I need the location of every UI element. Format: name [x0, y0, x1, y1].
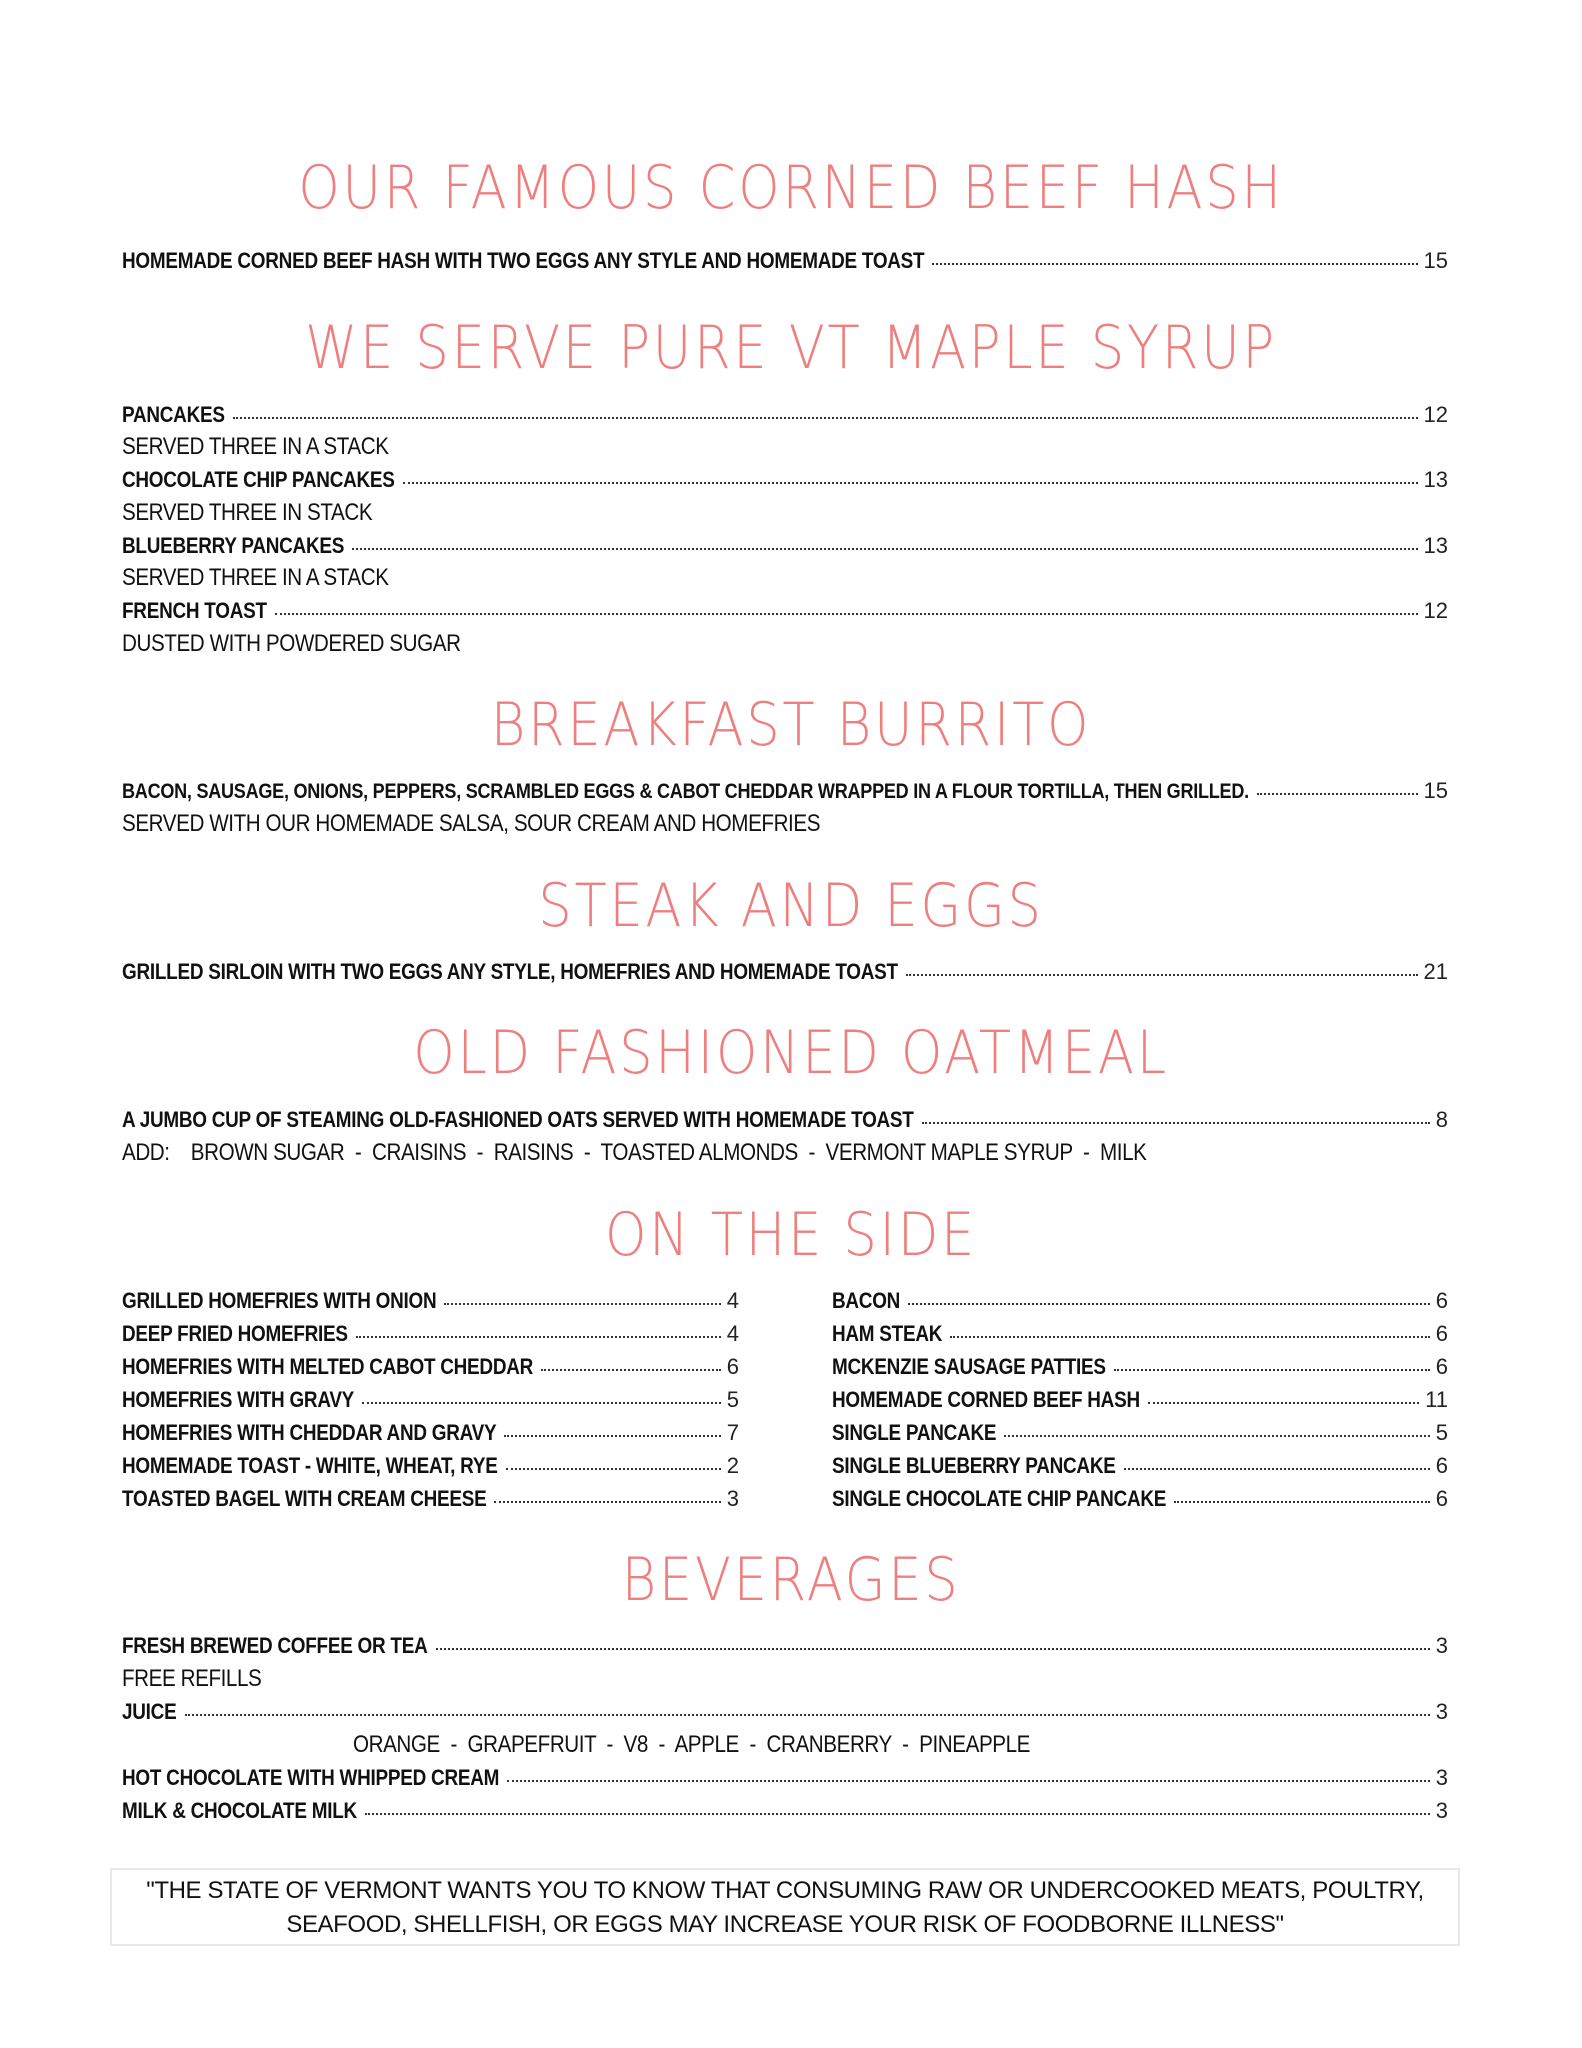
menu-item — [832, 1290, 1448, 1312]
leader-dots — [1148, 1402, 1419, 1404]
leader-dots — [1174, 1501, 1430, 1503]
item-name: DEEP FRIED HOMEFRIES — [122, 1321, 348, 1346]
item-price: 6 — [1435, 1354, 1448, 1379]
item-name: HOMEFRIES WITH GRAVY — [122, 1387, 355, 1412]
leader-dots — [185, 1714, 1430, 1716]
item-price: 4 — [726, 1321, 739, 1346]
leader-dots — [932, 263, 1417, 265]
menu-item — [122, 1356, 739, 1378]
item-price: 13 — [1423, 533, 1448, 558]
item-price: 12 — [1423, 402, 1448, 427]
leader-dots — [1114, 1369, 1430, 1371]
menu-item — [122, 1422, 739, 1444]
menu-item — [122, 1109, 1448, 1131]
item-description: DUSTED WITH POWDERED SUGAR — [122, 630, 461, 657]
leader-dots — [362, 1402, 721, 1404]
item-price: 12 — [1423, 598, 1448, 623]
item-name: JUICE — [122, 1699, 177, 1724]
section-title-burrito: BREAKFAST BURRITO — [490, 690, 1092, 760]
item-name: TOASTED BAGEL WITH CREAM CHEESE — [122, 1486, 487, 1511]
item-price: 4 — [726, 1288, 739, 1313]
menu-item — [122, 1290, 739, 1312]
item-description: ORANGE - GRAPEFRUIT - V8 - APPLE - CRANBERRY - PINEAPPLE — [353, 1731, 1031, 1758]
section-title-syrup: WE SERVE PURE VT MAPLE SYRUP — [305, 313, 1277, 383]
section-title-oatmeal: OLD FASHIONED OATMEAL — [413, 1018, 1169, 1088]
menu-item — [832, 1455, 1448, 1477]
item-price: 6 — [726, 1354, 739, 1379]
item-price: 6 — [1435, 1321, 1448, 1346]
leader-dots — [356, 1336, 721, 1338]
item-name: FRESH BREWED COFFEE OR TEA — [122, 1633, 428, 1658]
leader-dots — [541, 1369, 721, 1371]
item-price: 15 — [1423, 248, 1448, 273]
item-name: BACON — [832, 1288, 901, 1313]
menu-item — [122, 1701, 1448, 1723]
menu-item — [122, 780, 1448, 802]
menu-item — [122, 1488, 739, 1510]
item-price: 5 — [1435, 1420, 1448, 1445]
leader-dots — [233, 417, 1418, 419]
section-title-beverages: BEVERAGES — [621, 1545, 961, 1615]
section-title-side: ON THE SIDE — [604, 1200, 978, 1270]
item-name: HAM STEAK — [832, 1321, 943, 1346]
item-price: 7 — [726, 1420, 739, 1445]
item-name: HOMEMADE TOAST - WHITE, WHEAT, RYE — [122, 1453, 498, 1478]
leader-dots — [1004, 1435, 1430, 1437]
item-price: 3 — [1435, 1633, 1448, 1658]
item-price: 21 — [1423, 959, 1448, 984]
item-name: SINGLE CHOCOLATE CHIP PANCAKE — [832, 1486, 1167, 1511]
menu-item — [122, 1800, 1448, 1822]
item-name: GRILLED SIRLOIN WITH TWO EGGS ANY STYLE, HOMEFRIES AND HOMEMADE TOAST — [122, 959, 898, 984]
leader-dots — [275, 613, 1418, 615]
item-description: SERVED WITH OUR HOMEMADE SALSA, SOUR CREAM AND HOMEFRIES — [122, 810, 821, 837]
item-name: BACON, SAUSAGE, ONIONS, PEPPERS, SCRAMBLED EGGS & CABOT CHEDDAR WRAPPED IN A FLOUR TORTILLA, THEN GRILLED. — [122, 780, 1249, 803]
menu-item — [122, 1767, 1448, 1789]
notice-line-2: SEAFOOD, SHELLFISH, OR EGGS MAY INCREASE YOUR RISK OF FOODBORNE ILLNESS" — [286, 1911, 1284, 1938]
item-price: 6 — [1435, 1288, 1448, 1313]
item-price: 3 — [726, 1486, 739, 1511]
item-name: HOMEFRIES WITH MELTED CABOT CHEDDAR — [122, 1354, 534, 1379]
leader-dots — [444, 1303, 720, 1305]
section-title-hash: OUR FAMOUS CORNED BEEF HASH — [298, 153, 1284, 223]
item-name: A JUMBO CUP OF STEAMING OLD-FASHIONED OATS SERVED WITH HOMEMADE TOAST — [122, 1107, 914, 1132]
health-notice — [110, 1868, 1460, 1946]
item-name: BLUEBERRY PANCAKES — [122, 533, 345, 558]
item-name: HOT CHOCOLATE WITH WHIPPED CREAM — [122, 1765, 500, 1790]
menu-item — [122, 961, 1448, 983]
menu-item — [122, 250, 1448, 272]
item-name: CHOCOLATE CHIP PANCAKES — [122, 467, 395, 492]
menu-item — [122, 1455, 739, 1477]
item-name: HOMEMADE CORNED BEEF HASH WITH TWO EGGS ANY STYLE AND HOMEMADE TOAST — [122, 248, 925, 273]
item-price: 3 — [1435, 1765, 1448, 1790]
menu-item — [832, 1389, 1448, 1411]
item-description: FREE REFILLS — [122, 1665, 262, 1692]
item-price: 3 — [1435, 1699, 1448, 1724]
item-name: MILK & CHOCOLATE MILK — [122, 1798, 357, 1823]
item-price: 6 — [1435, 1453, 1448, 1478]
leader-dots — [908, 1303, 1430, 1305]
item-price: 6 — [1435, 1486, 1448, 1511]
item-price: 3 — [1435, 1798, 1448, 1823]
item-name: HOMEMADE CORNED BEEF HASH — [832, 1387, 1140, 1412]
item-description: SERVED THREE IN STACK — [122, 499, 373, 526]
item-price: 15 — [1423, 778, 1448, 803]
item-price: 2 — [726, 1453, 739, 1478]
section-title-steak: STEAK AND EGGS — [538, 871, 1044, 941]
item-name: GRILLED HOMEFRIES WITH ONION — [122, 1288, 437, 1313]
menu-item — [122, 600, 1448, 622]
item-description: SERVED THREE IN A STACK — [122, 433, 389, 460]
item-name: PANCAKES — [122, 402, 225, 427]
menu-item — [122, 535, 1448, 557]
item-name: FRENCH TOAST — [122, 598, 267, 623]
item-name: SINGLE BLUEBERRY PANCAKE — [832, 1453, 1116, 1478]
item-description: SERVED THREE IN A STACK — [122, 564, 389, 591]
menu-item — [122, 1389, 739, 1411]
leader-dots — [507, 1780, 1430, 1782]
item-price: 11 — [1425, 1387, 1448, 1412]
leader-dots — [506, 1468, 721, 1470]
item-price: 13 — [1423, 467, 1448, 492]
item-name: SINGLE PANCAKE — [832, 1420, 997, 1445]
menu-item — [122, 469, 1448, 491]
menu-item — [832, 1323, 1448, 1345]
menu-item — [122, 1635, 1448, 1657]
leader-dots — [504, 1435, 720, 1437]
item-description: ADD: BROWN SUGAR - CRAISINS - RAISINS - TOASTED ALMONDS - VERMONT MAPLE SYRUP - MILK — [122, 1139, 1147, 1166]
menu-item — [832, 1422, 1448, 1444]
menu-item — [832, 1488, 1448, 1510]
leader-dots — [1124, 1468, 1430, 1470]
item-name: MCKENZIE SAUSAGE PATTIES — [832, 1354, 1106, 1379]
menu-item — [122, 404, 1448, 426]
leader-dots — [436, 1648, 1430, 1650]
leader-dots — [352, 548, 1417, 550]
leader-dots — [403, 482, 1418, 484]
leader-dots — [1257, 793, 1418, 795]
leader-dots — [365, 1813, 1430, 1815]
item-price: 5 — [726, 1387, 739, 1412]
item-price: 8 — [1435, 1107, 1448, 1132]
leader-dots — [906, 974, 1418, 976]
menu-item — [832, 1356, 1448, 1378]
item-name: HOMEFRIES WITH CHEDDAR AND GRAVY — [122, 1420, 497, 1445]
notice-line-1: "THE STATE OF VERMONT WANTS YOU TO KNOW THAT CONSUMING RAW OR UNDERCOOKED MEATS, POULTRY, — [146, 1877, 1424, 1904]
leader-dots — [922, 1122, 1430, 1124]
leader-dots — [950, 1336, 1430, 1338]
leader-dots — [494, 1501, 720, 1503]
menu-item — [122, 1323, 739, 1345]
